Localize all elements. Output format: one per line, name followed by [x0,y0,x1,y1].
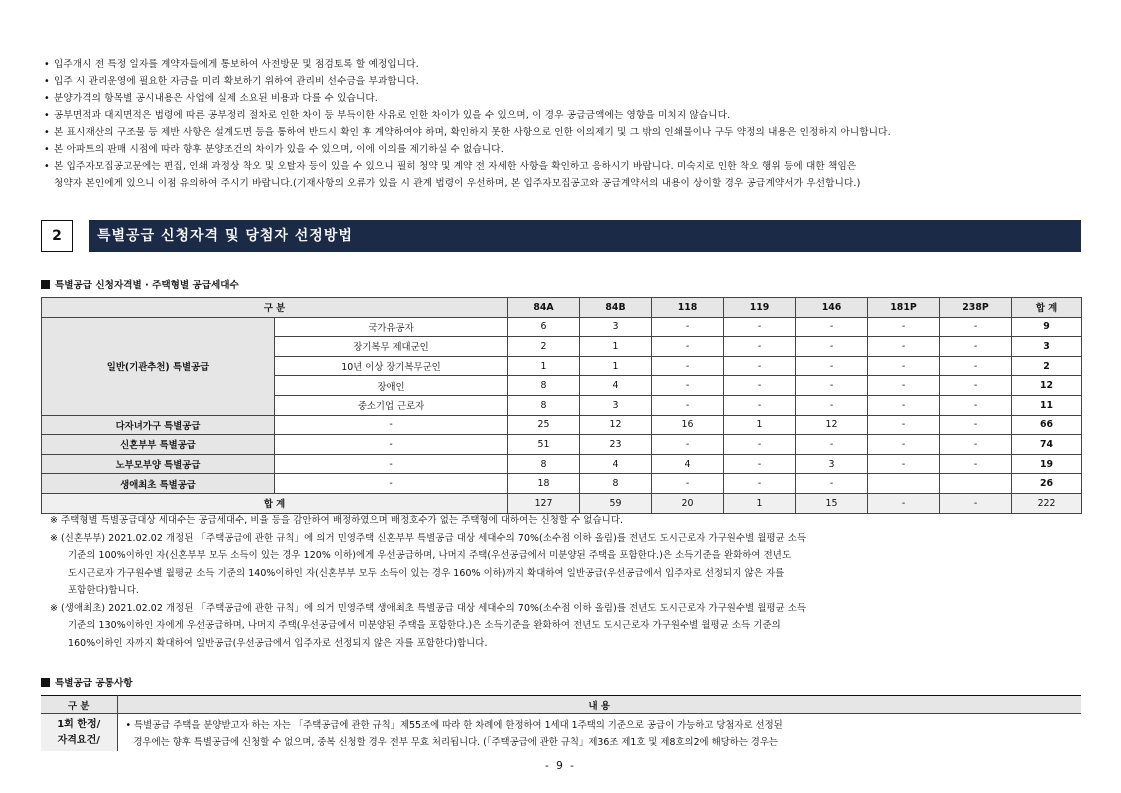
section-number: 2 [41,220,73,252]
note-line: 기준의 100%이하인 자(신혼부부 모두 소득이 있는 경우 120% 이하)에게 우선공급하며, 나머지 주택(우선공급에서 미분양된 주택을 포함한다.)은 소득기준을 완화하여 전년도 [68,550,792,561]
cell: 4 [580,454,652,474]
sub-label: 중소기업 근로자 [275,395,508,415]
sub-label: - [275,435,508,455]
cell: - [940,395,1012,415]
cell: - [868,317,940,337]
cell: - [724,376,796,396]
cell: 3 [796,454,868,474]
cell: - [796,435,868,455]
header-col1: 구 분 [41,696,117,714]
common-rules-table [41,695,1081,751]
header-type: 84B [580,298,652,318]
row-total: 2 [1012,356,1082,376]
note-line: 포함한다)합니다. [68,585,139,596]
cell: - [652,395,724,415]
row-label: 생애최초 특별공급 [42,474,275,494]
cell: 12 [796,415,868,435]
sub-label: 장애인 [275,376,508,396]
row-total: 9 [1012,317,1082,337]
cell: - [796,395,868,415]
header-type: 84A [508,298,580,318]
row-label: 1회 한정/ 자격요건/ [41,714,117,752]
header-category: 구 분 [42,298,508,318]
cell: 2 [508,337,580,357]
header-type: 181P [868,298,940,318]
cell: 20 [652,493,724,513]
cell: 12 [580,415,652,435]
table-row [42,454,1082,474]
cell: 59 [580,493,652,513]
cell: - [796,317,868,337]
cell: 3 [580,395,652,415]
sub-label: 장기복무 제대군인 [275,337,508,357]
bullet-item: • 입주개시 전 특정 일자를 계약자들에게 통보하여 사전방문 및 점검토록 할 예정입니다. [44,59,419,70]
cell: - [724,435,796,455]
cell [868,474,940,494]
note-line: 도시근로자 가구원수별 월평균 소득 기준의 140%이하인 자(신혼부부 모두 소득이 있는 경우 160% 이하)까지 확대하여 일반공급(우선공급에서 입주자로 선정되지 않은 자를 [68,567,785,579]
cell: - [868,376,940,396]
cell: 25 [508,415,580,435]
row-label: 노부모부양 특별공급 [42,454,275,474]
cell: - [868,415,940,435]
cell: - [652,376,724,396]
cell: 3 [580,317,652,337]
cell: 6 [508,317,580,337]
note-line: 160%이하인 자까지 확대하여 일반공급(우선공급에서 입주자로 선정되지 않은 자를 포함한다)합니다. [68,637,488,649]
table2-heading: 특별공급 공통사항 [41,675,132,689]
row-content: • 특별공급 주택을 분양받고자 하는 자는 「주택공급에 관한 규칙」제55조에 따라 한 차례에 한정하여 1세대 1주택의 기준으로 공급이 가능하고 당첨자로 선정된 경우에는 향후 특별공급에 신청할 수 없으며, 중복 신청할 경우 전부 무효 처리됩니다. (「주택공급에 관한 규칙」제36조 제1호 및 제8호의2에 해당하는 경우는 [125,720,783,748]
section-title: 특별공급 신청자격 및 당첨자 선정방법 [89,220,1081,252]
table-row [42,435,1082,455]
note-line: ※ (신혼부부) 2021.02.02 개정된 「주택공급에 관한 규칙」에 의거 민영주택 신혼부부 특별공급 대상 세대수의 70%(소수점 이하 올림)를 전년도 도시근로자 가구원수별 월평균 소득 [50,532,807,544]
cell: - [652,435,724,455]
row-total: 3 [1012,337,1082,357]
cell: - [724,337,796,357]
header-type: 146 [796,298,868,318]
sub-label: - [275,474,508,494]
cell: - [940,356,1012,376]
cell: - [724,317,796,337]
cell: - [868,356,940,376]
section-header [41,220,1081,252]
notes-block [50,512,1090,652]
cell: - [868,493,940,513]
row-total: 74 [1012,435,1082,455]
cell: - [940,493,1012,513]
cell: 1 [724,415,796,435]
sum-row [42,493,1082,513]
cell: - [724,474,796,494]
cell: 4 [652,454,724,474]
cell: 4 [580,376,652,396]
cell: 16 [652,415,724,435]
page-number: - 9 - [545,760,576,772]
group-label: 일반(기관추천) 특별공급 [42,317,275,415]
cell: 1 [508,356,580,376]
cell: 8 [508,376,580,396]
table-row [42,415,1082,435]
notice-bullet-list [44,56,1094,192]
sum-label: 합 계 [42,493,508,513]
row-total: 26 [1012,474,1082,494]
header-col2: 내 용 [117,696,1081,714]
cell [940,474,1012,494]
cell: - [652,337,724,357]
cell: 1 [724,493,796,513]
cell: 1 [580,337,652,357]
cell: - [940,435,1012,455]
table-header-row [41,696,1081,714]
note-line: ※ (생애최초) 2021.02.02 개정된 「주택공급에 관한 규칙」에 의거 민영주택 생애최초 특별공급 대상 세대수의 70%(소수점 이하 올림)를 전년도 도시근로자 가구원수별 월평균 소득 [50,602,807,614]
cell: 8 [508,395,580,415]
supply-units-table [41,297,1082,514]
table-row [42,317,1082,337]
cell: - [724,356,796,376]
cell: - [796,474,868,494]
header-type: 119 [724,298,796,318]
cell: - [724,454,796,474]
bullet-continuation: 청약자 본인에게 있으니 이점 유의하여 주시기 바랍니다.(기재사항의 오류가 있을 시 관계 법령이 우선하며, 본 입주자모집공고와 공급계약서의 내용이 상이할 경우 공급계약서가 우선합니다.) [54,178,861,189]
sub-label: - [275,415,508,435]
cell: - [940,415,1012,435]
cell: 23 [580,435,652,455]
sub-label: 국가유공자 [275,317,508,337]
table-header-row [42,298,1082,318]
cell: - [652,474,724,494]
row-total: 19 [1012,454,1082,474]
cell: 51 [508,435,580,455]
cell: 1 [580,356,652,376]
row-total: 66 [1012,415,1082,435]
bullet-item: • 본 표시재산의 구조물 등 제반 사항은 설계도면 등을 통하여 반드시 확인 후 계약하여야 하며, 확인하지 못한 사항으로 인한 이의제기 및 그 밖의 인쇄물이나 구두 약정의 내용은 인정하지 아니합니다. [44,127,891,138]
cell: 8 [508,454,580,474]
row-total: 12 [1012,376,1082,396]
cell: 8 [580,474,652,494]
cell: 18 [508,474,580,494]
row-total: 11 [1012,395,1082,415]
cell: - [652,356,724,376]
bullet-item: • 본 아파트의 판매 시점에 따라 향후 분양조건의 차이가 있을 수 있으며, 이에 이의를 제기하실 수 없습니다. [44,144,504,155]
bullet-item: • 입주 시 관리운영에 필요한 자금을 미리 확보하기 위하여 관리비 선수금을 부과합니다. [44,76,419,87]
cell: - [724,395,796,415]
cell: - [868,435,940,455]
sub-label: - [275,454,508,474]
cell: - [940,337,1012,357]
header-type: 118 [652,298,724,318]
cell: 127 [508,493,580,513]
header-total: 합 계 [1012,298,1082,318]
cell: - [796,356,868,376]
square-bullet-icon [41,678,50,687]
cell: - [940,454,1012,474]
cell: - [652,317,724,337]
cell: - [796,337,868,357]
cell: - [868,337,940,357]
row-label: 신혼부부 특별공급 [42,435,275,455]
square-bullet-icon [41,280,50,289]
grand-total: 222 [1012,493,1082,513]
bullet-item: • 분양가격의 항목별 공시내용은 사업에 실제 소요된 비용과 다를 수 있습니다. [44,93,378,104]
cell: - [940,376,1012,396]
table1-heading: 특별공급 신청자격별 · 주택형별 공급세대수 [41,277,239,291]
row-label: 다자녀가구 특별공급 [42,415,275,435]
header-type: 238P [940,298,1012,318]
cell: 15 [796,493,868,513]
bullet-item: • 본 입주자모집공고문에는 편집, 인쇄 과정상 착오 및 오탈자 등이 있을 수 있으니 필히 청약 및 계약 전 자세한 사항을 확인하고 응하시기 바랍니다. 미숙지로 인한 착오 행위 등에 대한 책임은 [44,161,857,172]
table-body [42,298,1082,514]
note-line: ※ 주택형별 특별공급대상 세대수는 공급세대수, 비율 등을 감안하여 배정하였으며 배정호수가 없는 주택형에 대하여는 신청할 수 없습니다. [50,515,624,526]
cell: - [796,376,868,396]
cell: - [868,395,940,415]
cell: - [868,454,940,474]
bullet-item: • 공부면적과 대지면적은 법령에 따른 공부정리 절차로 인한 차이 등 부득이한 사유로 인한 차이가 있을 수 있으며, 이 경우 공급금액에는 영향을 미치지 않습니다. [44,110,731,121]
note-line: 기준의 130%이하인 자에게 우선공급하며, 나머지 주택(우선공급에서 미분양된 주택을 포함한다.)은 소득기준을 완화하여 전년도 도시근로자 가구원수별 월평균 소득 기준의 [68,620,781,631]
sub-label: 10년 이상 장기복무군인 [275,356,508,376]
table-row [42,474,1082,494]
cell: - [940,317,1012,337]
table-row [41,714,1081,752]
